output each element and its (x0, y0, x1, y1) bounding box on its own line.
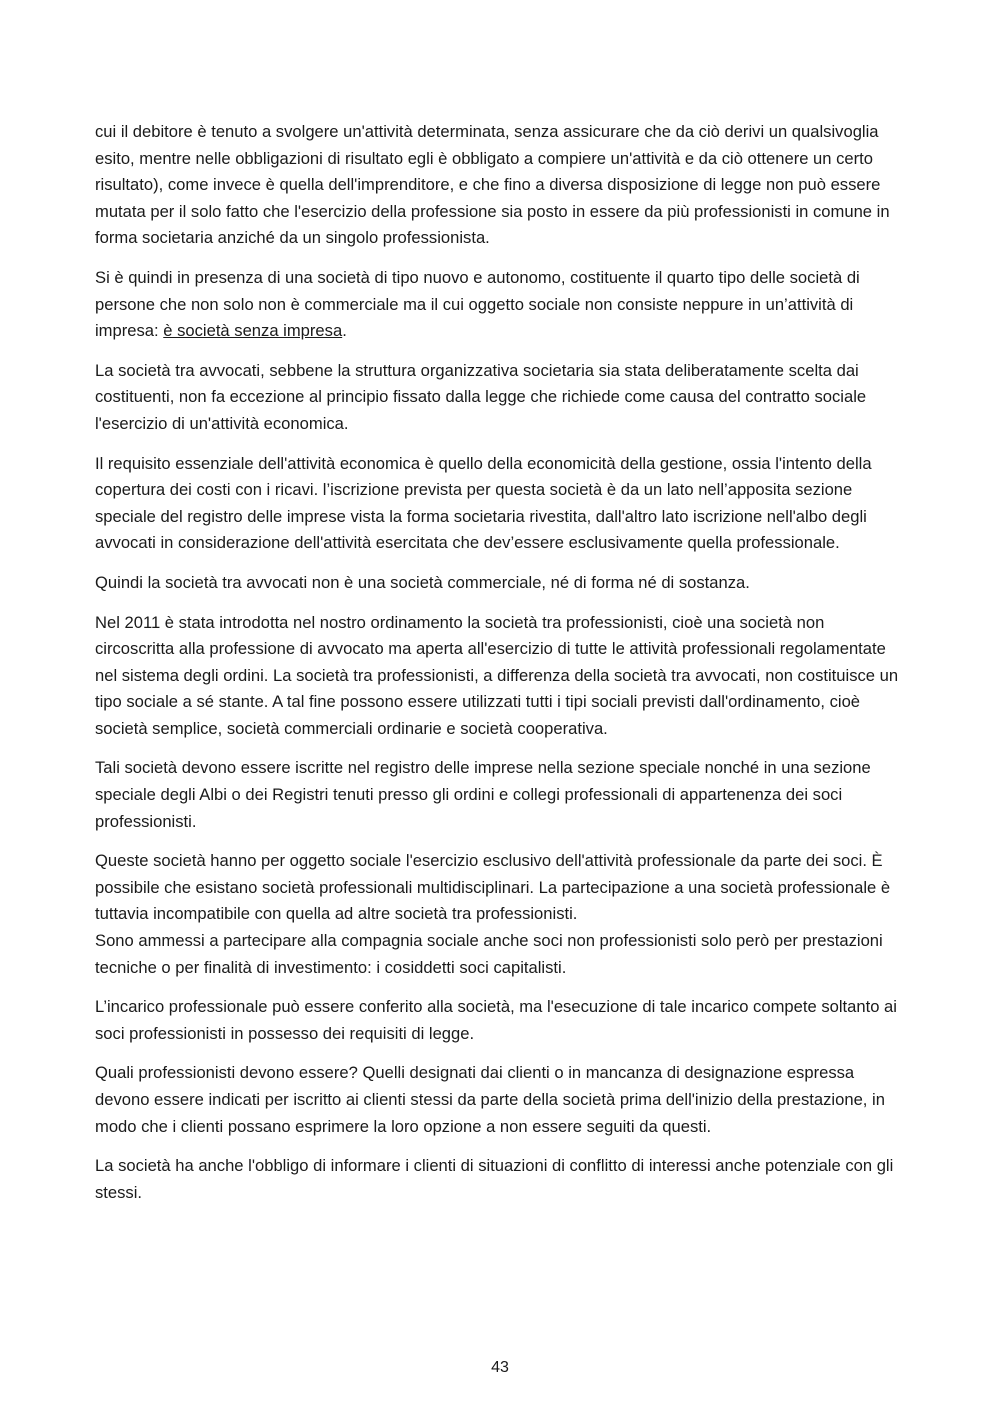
paragraph-non-commerciale: Quindi la società tra avvocati non è una società commerciale, né di forma né di sostanza. (95, 572, 750, 592)
paragraph-text: . (342, 321, 347, 341)
paragraph-societa-avvocati: La società tra avvocati, sebbene la struttura organizzativa societaria sia stata deliberatamente scelta dai costituenti, non fa eccezione al principio fissato dalla legge che richiede come causa del contratto sociale l'esercizio di un'attività economica. (95, 360, 867, 433)
document-body (95, 119, 905, 1219)
paragraph-quali-professionisti: Quali professionisti devono essere? Quelli designati dai clienti o in mancanza di designazione espressa devono essere indicati per iscritto ai clienti stessi da parte della società prima dell'inizio della prestazione, in modo che i clienti possano esprimere la loro opzione a non essere seguiti da questi. (95, 1063, 885, 1136)
paragraph-text: Si è quindi in presenza di una società di tipo nuovo e autonomo, costituente il quarto tipo delle società di persone che non solo non è commerciale ma il cui oggetto sociale non consiste neppure in un’attività di impresa: (95, 267, 860, 341)
paragraph-requisito-essenziale: Il requisito essenziale dell'attività economica è quello della economicità della gestione, ossia l'intento della copertura dei costi con i ricavi. l’iscrizione prevista per questa società è da un lato nell’apposita sezione speciale del registro delle imprese vista la forma societaria rivestita, dall'altro lato iscrizione nell'albo degli avvocati in considerazione dell'attività esercitata che dev’essere esclusivamente quella professionale. (95, 453, 872, 553)
paragraph-incarico: L’incarico professionale può essere conferito alla società, ma l'esecuzione di tale incarico compete soltanto ai soci professionisti in possesso dei requisiti di legge. (95, 997, 897, 1043)
paragraph-conflitto-interessi: La società ha anche l'obbligo di informare i clienti di situazioni di conflitto di interessi anche potenziale con gli stessi. (95, 1156, 894, 1202)
paragraph-text: Sono ammessi a partecipare alla compagnia sociale anche soci non professionisti solo però per prestazioni tecniche o per finalità di investimento: i cosiddetti soci capitalisti. (95, 931, 883, 977)
underlined-phrase: è società senza impresa (163, 321, 343, 341)
paragraph-societa-nuovo-tipo (95, 265, 905, 345)
paragraph-iscrizione-registro: Tali società devono essere iscritte nel registro delle imprese nella sezione speciale nonché in una sezione speciale degli Albi o dei Registri tenuti presso gli ordini e collegi professionali di appartenenza dei soci professionisti. (95, 758, 871, 831)
page-number: 43 (491, 1359, 509, 1376)
paragraph-text: Queste società hanno per oggetto sociale l'esercizio esclusivo dell'attività professionale da parte dei soci. È possibile che esistano società professionali multidisciplinari. La partecipazione a una società professionale è tuttavia incompatibile con quella ad altre società tra professionisti. (95, 851, 891, 924)
paragraph-oggetto-sociale (95, 848, 905, 981)
paragraph-obbligazioni: cui il debitore è tenuto a svolgere un'attività determinata, senza assicurare che da ciò derivi un qualsivoglia esito, mentre nelle obbligazioni di risultato egli è obbligato a compiere un'attività e da ciò ottenere un certo risultato), come invece è quella dell'imprenditore, e che fino a diversa disposizione di legge non può essere mutata per il solo fatto che l'esercizio della professione sia posto in essere da più professionisti in comune in forma societaria anziché da un singolo professionista. (95, 122, 890, 248)
paragraph-nel-2011: Nel 2011 è stata introdotta nel nostro ordinamento la società tra professionisti, cioè una società non circoscritta alla professione di avvocato ma aperta all'esercizio di tutte le attività professionali regolamentate nel sistema degli ordini. La società tra professionisti, a differenza della società tra avvocati, non costituisce un tipo sociale a sé stante. A tal fine possono essere utilizzati tutti i tipi sociali previsti dall'ordinamento, cioè società semplice, società commerciali ordinarie e società cooperativa. (95, 612, 899, 738)
